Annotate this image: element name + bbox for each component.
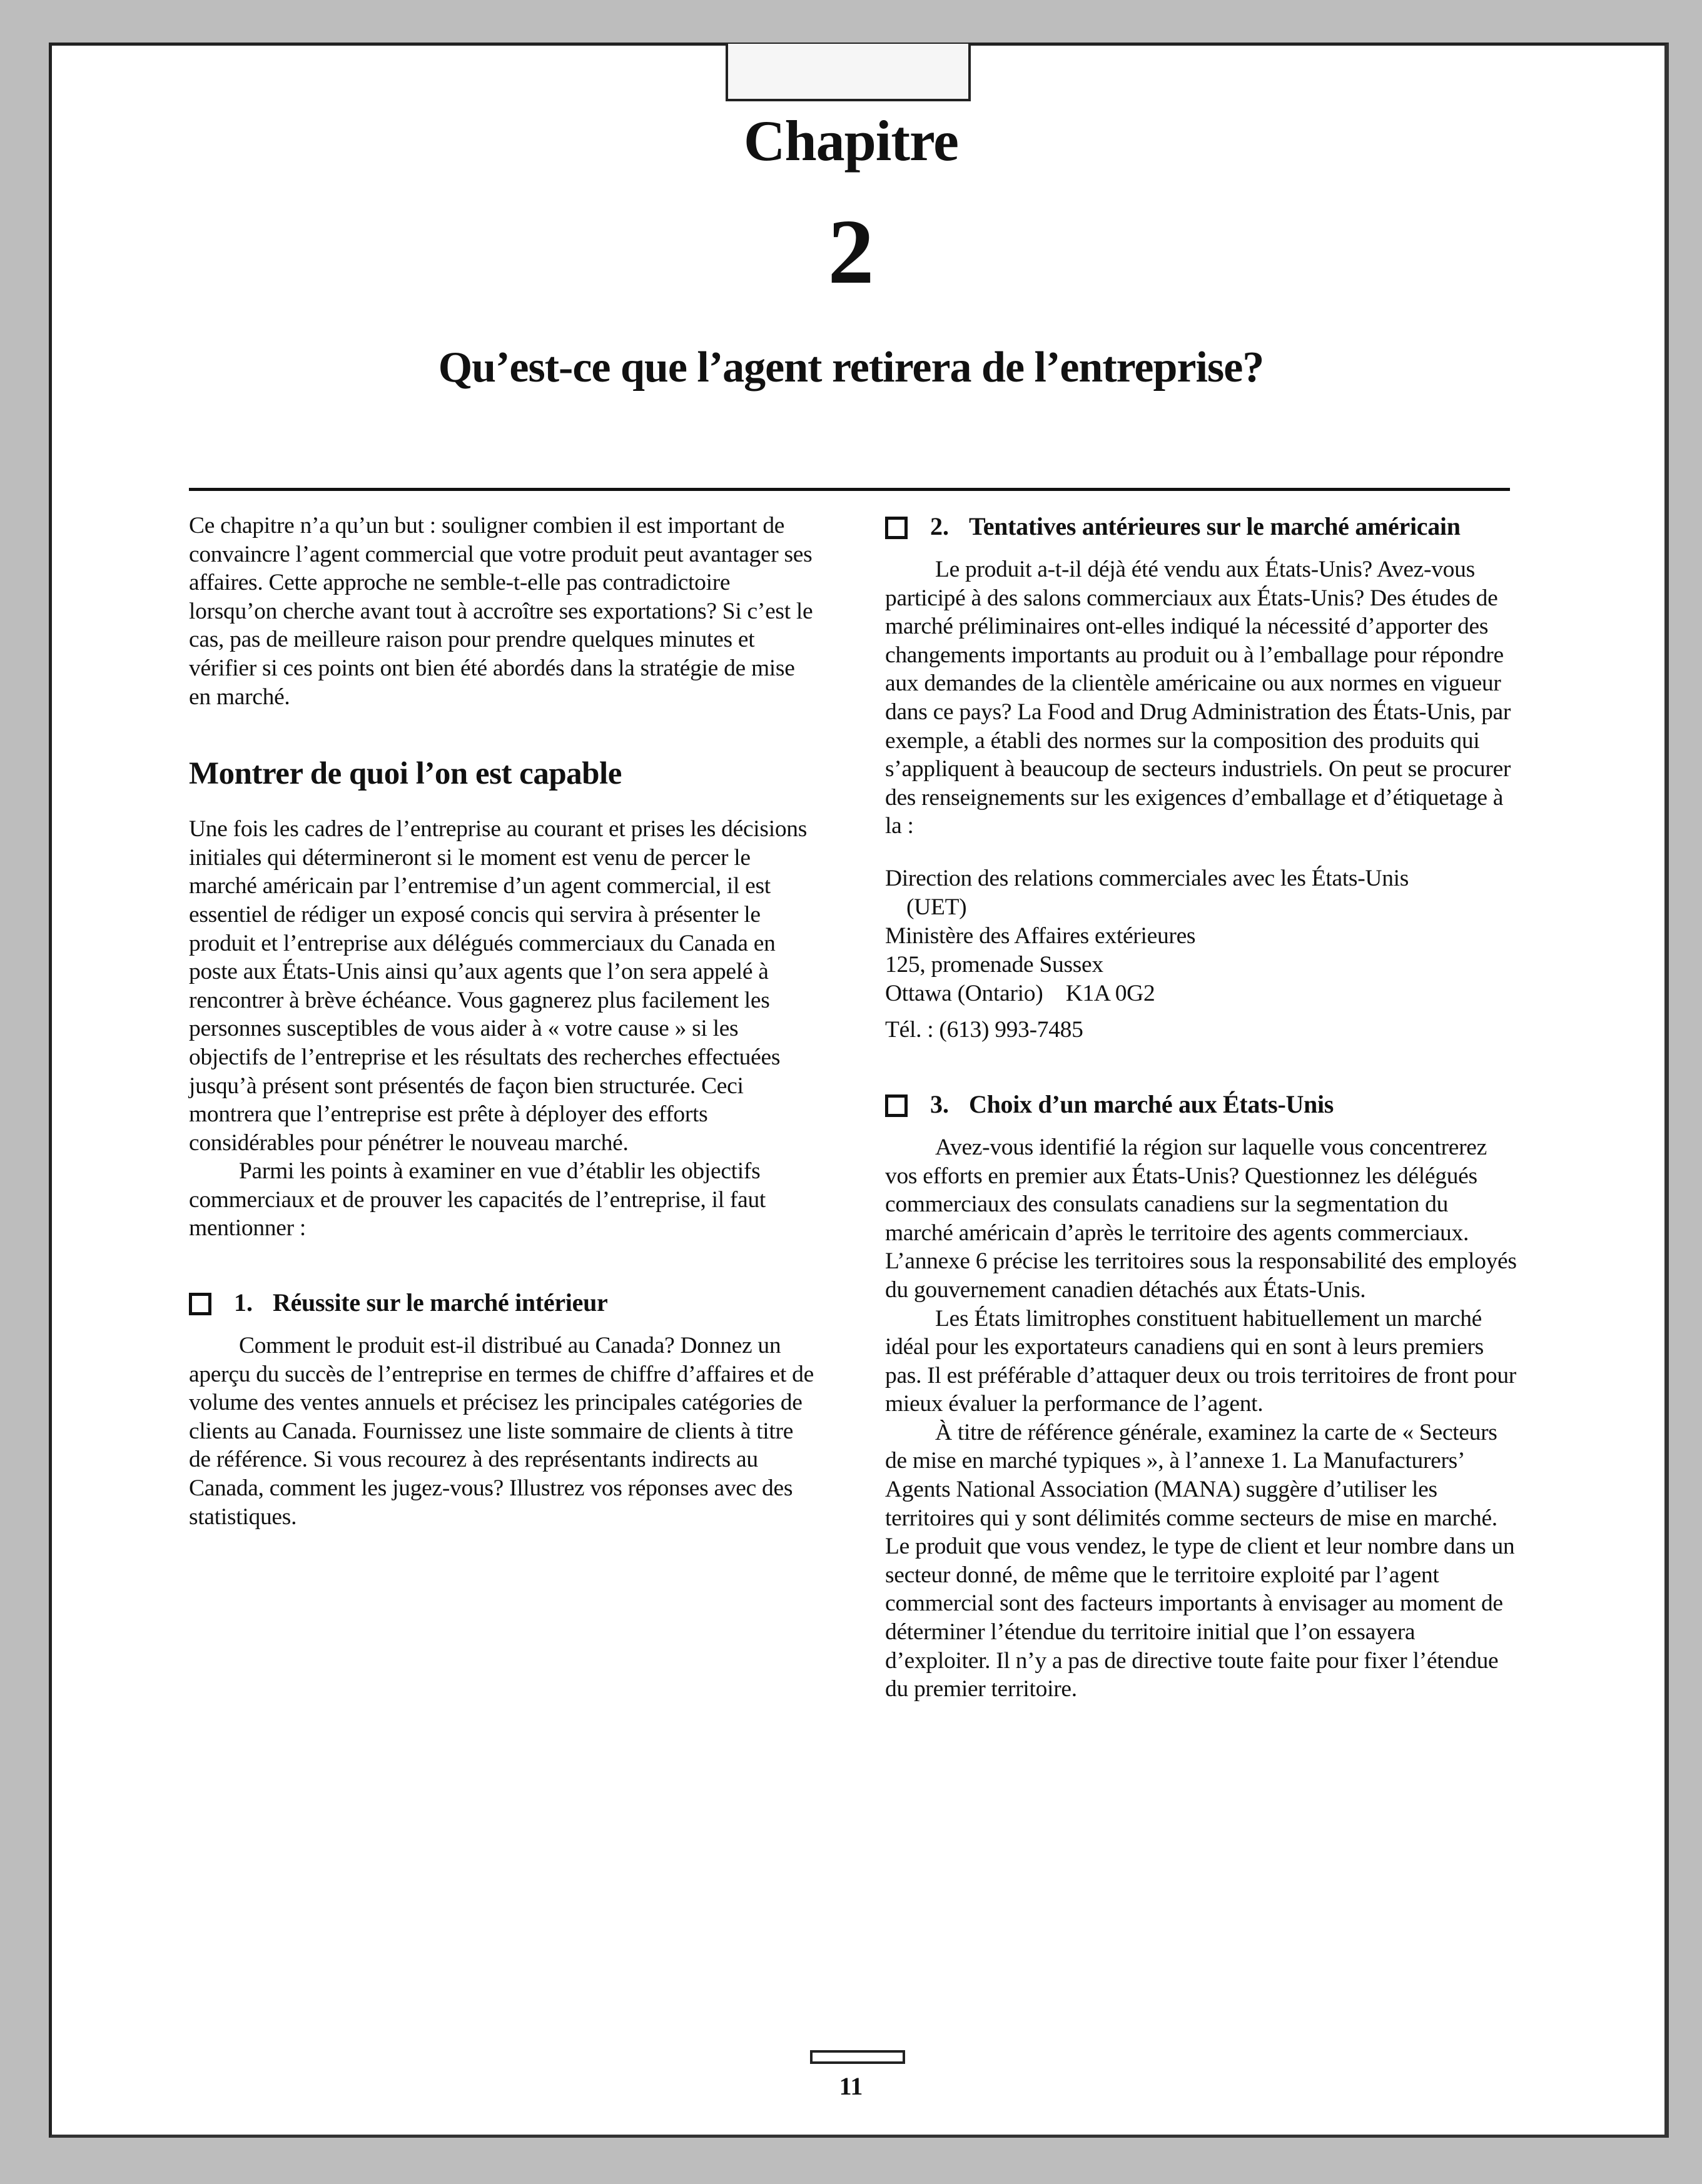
- subsection-3-paragraph-3: À titre de référence générale, examinez la carte de « Secteurs de mise en marché typiques », à l’annexe 1. La Manufacturers’ Agents National Association (MANA) suggère d’utiliser les territoires qui y sont délimités comme secteurs de mise en marché. Le produit que vous vendez, le type de client et leur nombre dans un secteur donné, de même que le territoire exploité par l’agent commercial sont des facteurs importants à envisager au moment de déterminer l’étendue du territoire initial que l’on essayera d’exploiter. Il n’y a pas de directive toute faite pour fixer l’étendue du premier territoire.: [885, 1419, 1515, 1702]
- left-column: [189, 512, 814, 1531]
- subsection-2-number: 2.: [930, 512, 949, 540]
- address-block: [885, 864, 1517, 1044]
- address-line-1: Direction des relations commerciales avec les États-Unis: [885, 865, 1409, 891]
- chapter-number: 2: [828, 201, 874, 303]
- right-column: [885, 512, 1517, 1704]
- subsection-3-paragraph-2: Les États limitrophes constituent habituellement un marché idéal pour les exportateurs canadiens qui en sont à leurs premiers pas. Il est préférable d’attaquer deux ou trois territoires de front pour mieux évaluer la performance de l’agent.: [885, 1305, 1516, 1417]
- checkbox-square-icon: [885, 1095, 908, 1117]
- chapter-title: Qu’est-ce que l’agent retirera de l’entreprise?: [438, 343, 1264, 392]
- subsection-1-number: 1.: [234, 1288, 253, 1317]
- subsection-3-number: 3.: [930, 1089, 949, 1118]
- address-phone: Tél. : (613) 993-7485: [885, 1016, 1083, 1043]
- address-line-3: 125, promenade Sussex: [885, 951, 1103, 978]
- subsection-3-header: [885, 1089, 1517, 1120]
- subsection-2-text: Le produit a-t-il déjà été vendu aux États-Unis? Avez-vous participé à des salons commerciaux aux États-Unis? Des études de marché préliminaires ont-elles indiqué la nécessité d’apporter des changements importants au produit ou à l’emballage pour répondre aux demandes de la clientèle américaine ou aux normes en vigueur dans ce pays? La Food and Drug Administration des États-Unis, par exemple, a établi des normes sur la composition des produits qui s’appliquent à beaucoup de secteurs industriels. On peut se procurer des renseignements sur les exigences d’emballage et d’étiquetage à la :: [885, 557, 1511, 839]
- page-tab-decoration: [810, 2050, 905, 2064]
- subsection-2-header: [885, 512, 1517, 542]
- chapter-word: Chapitre: [744, 109, 958, 173]
- intro-paragraph: Ce chapitre n’a qu’un but : souligner combien il est important de convaincre l’agent commercial que votre produit peut avantager ses affaires. Cette approche ne semble-t-elle pas contradictoire lorsqu’on cherche avant tout à accroître ses exportations? Si c’est le cas, pas de meilleure raison pour prendre quelques minutes et vérifier si ces points ont bien été abordés dans la stratégie de mise en marché.: [189, 513, 813, 710]
- page-number: 11: [839, 2072, 863, 2100]
- subsection-3-title: Choix d’un marché aux États-Unis: [969, 1089, 1334, 1118]
- section-heading: Montrer de quoi l’on est capable: [189, 756, 622, 792]
- subsection-2-title: Tentatives antérieures sur le marché américain: [969, 512, 1461, 540]
- address-line-2: Ministère des Affaires extérieures: [885, 923, 1196, 949]
- subsection-1-text: Comment le produit est-il distribué au Canada? Donnez un aperçu du succès de l’entreprise en termes de chiffre d’affaires et de volume des ventes annuels et précisez les principales catégories de clients au Canada. Fournissez une liste sommaire de clients à titre de référence. Si vous recourez à des représentants indirects au Canada, comment les jugez-vous? Illustrez vos réponses avec des statistiques.: [189, 1333, 814, 1530]
- checkbox-square-icon: [189, 1293, 211, 1315]
- chapter-tab-decoration: [726, 44, 971, 101]
- section-paragraph-1: Une fois les cadres de l’entreprise au courant et prises les décisions initiales qui détermineront si le moment est venu de percer le marché américain par l’entremise d’un agent commercial, il est essentiel de rédiger un exposé concis qui servira à présenter le produit et l’entreprise aux délégués commerciaux du Canada en poste aux États-Unis ainsi qu’aux agents que l’on sera appelé à rencontrer à brève échéance. Vous gagnerez plus facilement les personnes susceptibles de vous aider à « votre cause » si les objectifs de l’entreprise et les résultats des recherches effectuées jusqu’à présent sont présentés de façon bien structurée. Ceci montrera que l’entreprise est prête à déployer des efforts considérables pour pénétrer le nouveau marché.: [189, 816, 808, 1156]
- subsection-3-paragraph-1: Avez-vous identifié la région sur laquelle vous concentrerez vos efforts en premier aux États-Unis? Questionnez les délégués commerciaux des consulats canadiens sur la segmentation du marché américain d’après le territoire des agents commerciaux. L’annexe 6 précise les territoires sous la responsabilité des employés du gouvernement canadien détachés aux États-Unis.: [885, 1134, 1517, 1303]
- subsection-1-header: [189, 1288, 814, 1318]
- title-divider: [189, 488, 1510, 491]
- address-line-1b: (UET): [906, 894, 967, 920]
- address-line-4: Ottawa (Ontario) K1A 0G2: [885, 980, 1155, 1006]
- section-paragraph-2: Parmi les points à examiner en vue d’établir les objectifs commerciaux et de prouver les capacités de l’entreprise, il faut mentionner :: [189, 1158, 766, 1241]
- checkbox-square-icon: [885, 517, 908, 539]
- subsection-1-title: Réussite sur le marché intérieur: [273, 1288, 608, 1317]
